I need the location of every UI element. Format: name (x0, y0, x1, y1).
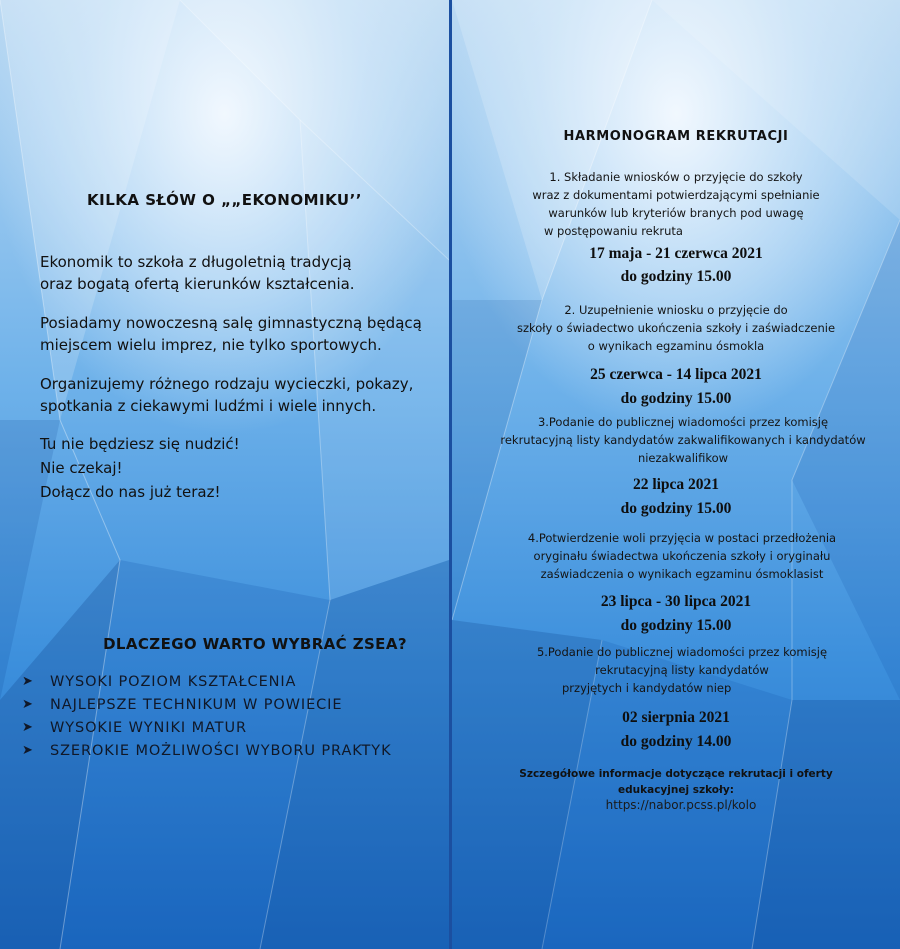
step-1-deadline: do godziny 15.00 (620, 268, 732, 285)
schedule-step-1: 1. Składanie wniosków o przyjęcie do szkoły wraz z dokumentami potwierdzającymi spełnianie warunków lub kryteriów branych pod uwagę w postępowaniu rekruta (532, 170, 820, 238)
arrow-bullet-icon: ➤ (22, 743, 34, 758)
schedule-title: HARMONOGRAM REKRUTACJI (563, 129, 789, 144)
step-2-date: 25 czerwca - 14 lipca 2021 (590, 366, 762, 383)
arrow-bullet-icon: ➤ (22, 720, 34, 735)
step-3-date: 22 lipca 2021 (632, 476, 720, 493)
about-paragraph-1: Ekonomik to szkoła z długoletnią tradycją oraz bogatą ofertą kierunków kształcenia. (40, 253, 355, 293)
about-paragraph-3: Organizujemy różnego rodzaju wycieczki, pokazy, spotkania z ciekawymi ludźmi i wiele innych. (40, 375, 414, 415)
step-5-deadline: do godziny 14.00 (620, 733, 732, 750)
arrow-bullet-icon: ➤ (22, 674, 34, 689)
step-5-date: 02 sierpnia 2021 (622, 709, 730, 726)
list-item: ➤ SZEROKIE MOŻLIWOŚCI WYBORU PRAKTYK (22, 742, 392, 759)
step-4-date: 23 lipca - 30 lipca 2021 (600, 593, 752, 610)
step-4-deadline: do godziny 15.00 (620, 617, 732, 634)
right-panel (452, 0, 900, 949)
schedule-step-4: 4.Potwierdzenie woli przyjęcia w postaci przedłożenia oryginału świadectwa ukończenia szkoły i oryginału zaświadczenia o wynikach egzaminu ósmoklasist (527, 531, 837, 581)
schedule-step-5: 5.Podanie do publicznej wiadomości przez komisję rekrutacyjną listy kandydatów przyjętych i kandydatów niep (536, 645, 828, 695)
list-item: ➤ WYSOKIE WYNIKI MATUR (22, 719, 247, 736)
step-3-deadline: do godziny 15.00 (620, 500, 732, 517)
more-info-text: Szczegółowe informacje dotyczące rekrutacji i oferty edukacyjnej szkoły: (519, 768, 833, 796)
about-paragraph-4: Tu nie będziesz się nudzić! Nie czekaj! Dołącz do nas już teraz! (40, 435, 240, 501)
schedule-step-2: 2. Uzupełnienie wniosku o przyjęcie do szkoły o świadectwo ukończenia szkoły i zaświadczenie o wynikach egzaminu ósmokla (516, 303, 836, 353)
reasons-list (22, 670, 391, 762)
list-item: ➤ WYSOKI POZIOM KSZTAŁCENIA (22, 673, 297, 690)
section-title-why: DLACZEGO WARTO WYBRAĆ ZSEA? (103, 635, 407, 653)
schedule-step-3: 3.Podanie do publicznej wiadomości przez komisję rekrutacyjną listy kandydatów zakwalifikowanych i kandydatów niezakwalifikow (500, 415, 866, 465)
step-2-deadline: do godziny 15.00 (620, 390, 732, 407)
section-title-about: KILKA SŁÓW O „„EKONOMIKU’’ (86, 191, 363, 209)
left-panel (0, 0, 449, 949)
step-1-date: 17 maja - 21 czerwca 2021 (589, 245, 763, 262)
recruitment-link[interactable]: https://nabor.pcss.pl/kolo (605, 798, 757, 812)
list-item: ➤ NAJLEPSZE TECHNIKUM W POWIECIE (22, 696, 343, 713)
arrow-bullet-icon: ➤ (22, 697, 34, 712)
about-paragraph-2: Posiadamy nowoczesną salę gimnastyczną będącą miejscem wielu imprez, nie tylko sportowych. (40, 314, 422, 354)
